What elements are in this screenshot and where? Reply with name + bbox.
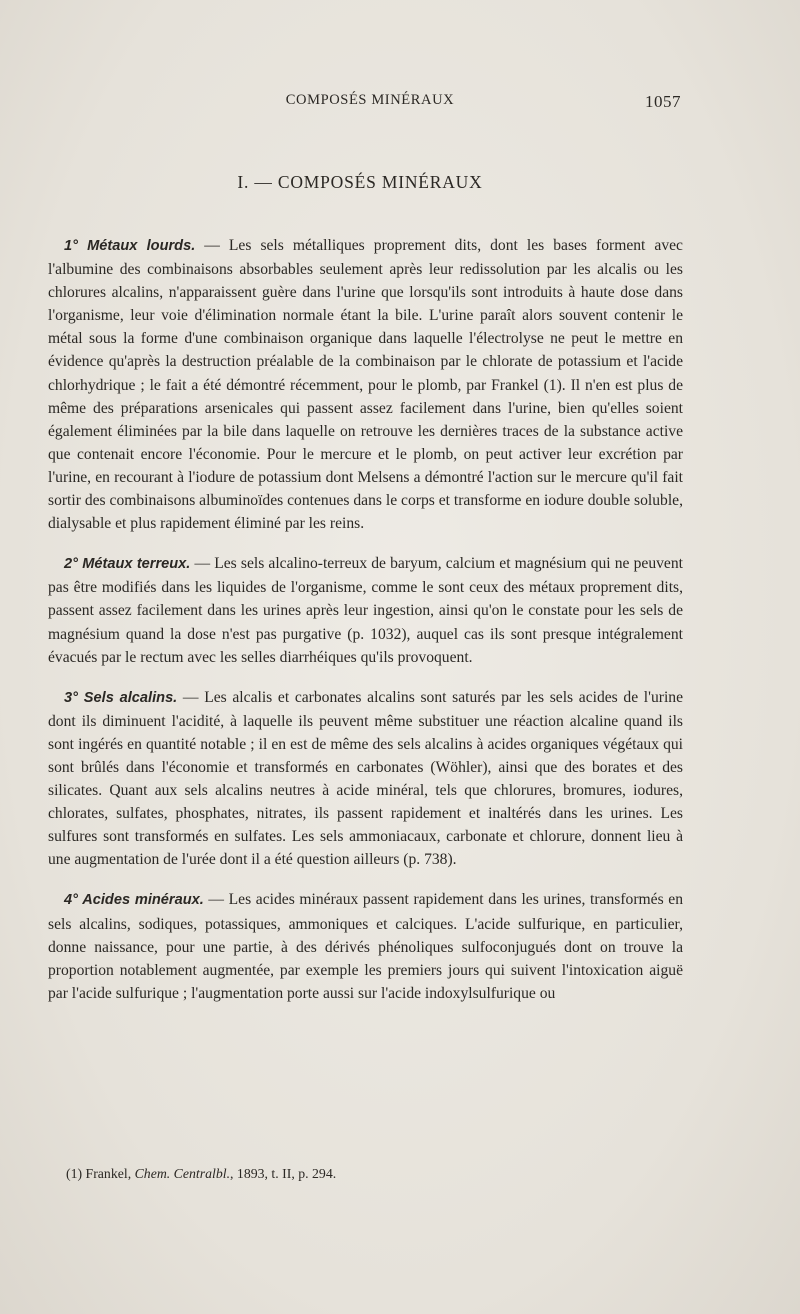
paragraph-lead: 4° Acides minéraux.: [64, 892, 204, 909]
paragraph-text: — Les acides minéraux passent rapidement dans les urines, transformés en sels alcalins, sodiques, potassiques, ammoniques et calciques. L'acide sulfurique, en particulier, donne naissance, pour une partie, à des dérivés phénoliques sulfoconjugués dont on trouve la proportion notablement augmentée, par exemple les premiers jours qui suivent l'intoxication aiguë par l'acide sulfurique ; l'augmentation porte aussi sur l'acide indoxylsulfurique ou: [48, 891, 683, 1002]
paragraph-acides-mineraux: [48, 888, 683, 1004]
running-title: COMPOSÉS MINÉRAUX: [285, 92, 455, 108]
paragraph-sels-alcalins: [48, 686, 683, 872]
footnote-journal: Chem. Centralbl.: [134, 1166, 231, 1181]
paragraph-lead: 3° Sels alcalins.: [64, 689, 178, 706]
footnote-marker: (1): [66, 1166, 83, 1181]
paragraph-lead: 1° Métaux lourds.: [64, 238, 196, 254]
running-head: [60, 92, 680, 116]
paragraph-metaux-terreux: [48, 552, 683, 668]
section-title: I. — COMPOSÉS MINÉRAUX: [237, 172, 483, 192]
paragraph-lead: 2° Métaux terreux.: [64, 556, 191, 573]
page-number: 1057: [645, 92, 681, 111]
paragraph-metaux-lourds: [48, 234, 683, 535]
footnote: [66, 1165, 666, 1183]
paragraph-text: — Les alcalis et carbonates alcalins sont saturés par les sels acides de l'urine dont ils diminuent l'acidité, à laquelle ils peuvent même substituer une réaction alcaline quand ils sont ingérés en quantité notable ; il en est de même des sels alcalins à acides organiques végétaux qui sont brûlés dans l'économie et transformés en carbonates (Wöhler), ainsi que des borates et des silicates. Quant aux sels alcalins neutres à acide minéral, tels que chlorures, bromures, iodures, chlorates, sulfates, phosphates, nitrates, ils passent rapidement et inaltérés dans les urines. Les sulfures sont transformés en sulfates. Les sels ammoniacaux, carbonate et chlorure, donnent lieu à une augmentation de l'urée dont il a été question ailleurs (p. 738).: [48, 688, 683, 869]
body-text: [48, 234, 683, 1022]
paragraph-text: — Les sels métalliques proprement dits, dont les bases forment avec l'albumine des combinaisons absorbables seulement après leur redissolution par les alcalis ou les chlorures alcalins, n'apparaissent guère dans l'urine que lorsqu'ils sont introduits à haute dose dans l'organisme, leur voie d'élimination normale étant la bile. L'urine paraît alors souvent contenir le métal sous la forme d'une combinaison organique dans laquelle l'électrolyse ne peut le mettre en évidence qu'après la destruction préalable de la combinaison par le chlorate de potassium et l'acide chlorhydrique ; le fait a été démontré récemment, pour le plomb, par Frankel (1). Il n'en est plus de même des préparations arsenicales qui passent assez facilement dans l'urine, bien qu'elles soient également éliminées par la bile dans laquelle on retrouve les dernières traces de la substance active que contenait encore l'économie. Pour le mercure et le plomb, on peut activer leur excrétion par l'urine, en recourant à l'iodure de potassium dont Melsens a démontré l'action sur le mercure qu'il fait sortir des combinaisons albuminoïdes contenues dans le corps et transforme en iodure double soluble, dialysable et plus rapidement éliminé par les reins.: [48, 237, 683, 533]
footnote-reference: , 1893, t. II, p. 294.: [230, 1166, 337, 1181]
paragraph-text: — Les sels alcalino-terreux de baryum, calcium et magnésium qui ne peuvent pas être modifiés dans les liquides de l'organisme, comme le sont ceux des métaux proprement dits, passent assez facilement dans les urines après leur ingestion, ainsi qu'on le constate pour les sels de magnésium quand la dose n'est pas purgative (p. 1032), auquel cas ils sont presque intégralement évacués par le rectum avec les selles diarrhéiques qu'ils provoquent.: [48, 555, 683, 666]
footnote-author: Frankel,: [82, 1166, 135, 1181]
